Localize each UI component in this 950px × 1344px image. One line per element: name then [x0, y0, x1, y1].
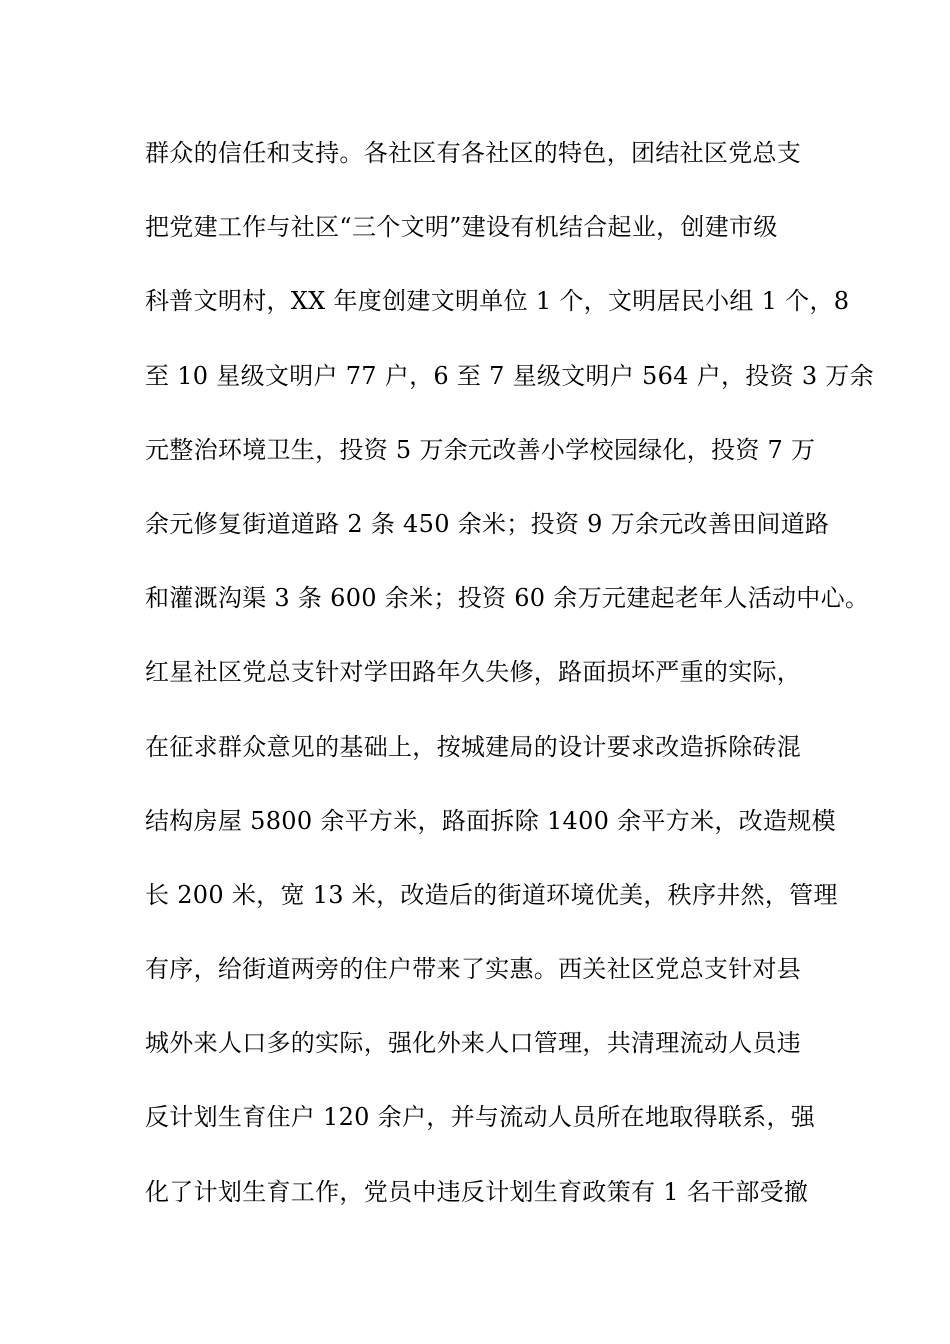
text-line: 在征求群众意见的基础上，按城建局的设计要求改造拆除砖混 — [145, 732, 802, 761]
text-line: 把党建工作与社区“三个文明”建设有机结合起业，创建市级 — [145, 213, 778, 242]
text-line: 元整治环境卫生，投资 5 万余元改善小学校园绿化，投资 7 万 — [145, 435, 816, 464]
text-line: 科普文明村，XX 年度创建文明单位 1 个，文明居民小组 1 个，8 — [145, 287, 850, 316]
text-line: 有序，给街道两旁的住户带来了实惠。西关社区党总支针对县 — [145, 955, 802, 984]
text-line: 红星社区党总支针对学田路年久失修，路面损坏严重的实际， — [145, 658, 802, 687]
text-line: 城外来人口多的实际，强化外来人口管理，共清理流动人员违 — [145, 1029, 802, 1058]
text-line: 反计划生育住户 120 余户，并与流动人员所在地取得联系，强 — [145, 1103, 816, 1132]
text-line: 结构房屋 5800 余平方米，路面拆除 1400 余平方米，改造规模 — [145, 806, 836, 835]
body-text — [145, 131, 874, 1244]
text-line: 群众的信任和支持。各社区有各社区的特色，团结社区党总支 — [145, 139, 802, 167]
text-line: 余元修复街道道路 2 条 450 余米；投资 9 万余元改善田间道路 — [145, 509, 830, 538]
text-line: 和灌溉沟渠 3 条 600 余米；投资 60 余万元建起老年人活动中心。 — [145, 584, 870, 613]
text-line: 至 10 星级文明户 77 户，6 至 7 星级文明户 564 户，投资 3 万余 — [145, 361, 874, 390]
text-line: 化了计划生育工作，党员中违反计划生育政策有 1 名干部受撤 — [145, 1177, 809, 1206]
text-line: 长 200 米，宽 13 米，改造后的街道环境优美，秩序井然，管理 — [145, 880, 838, 909]
